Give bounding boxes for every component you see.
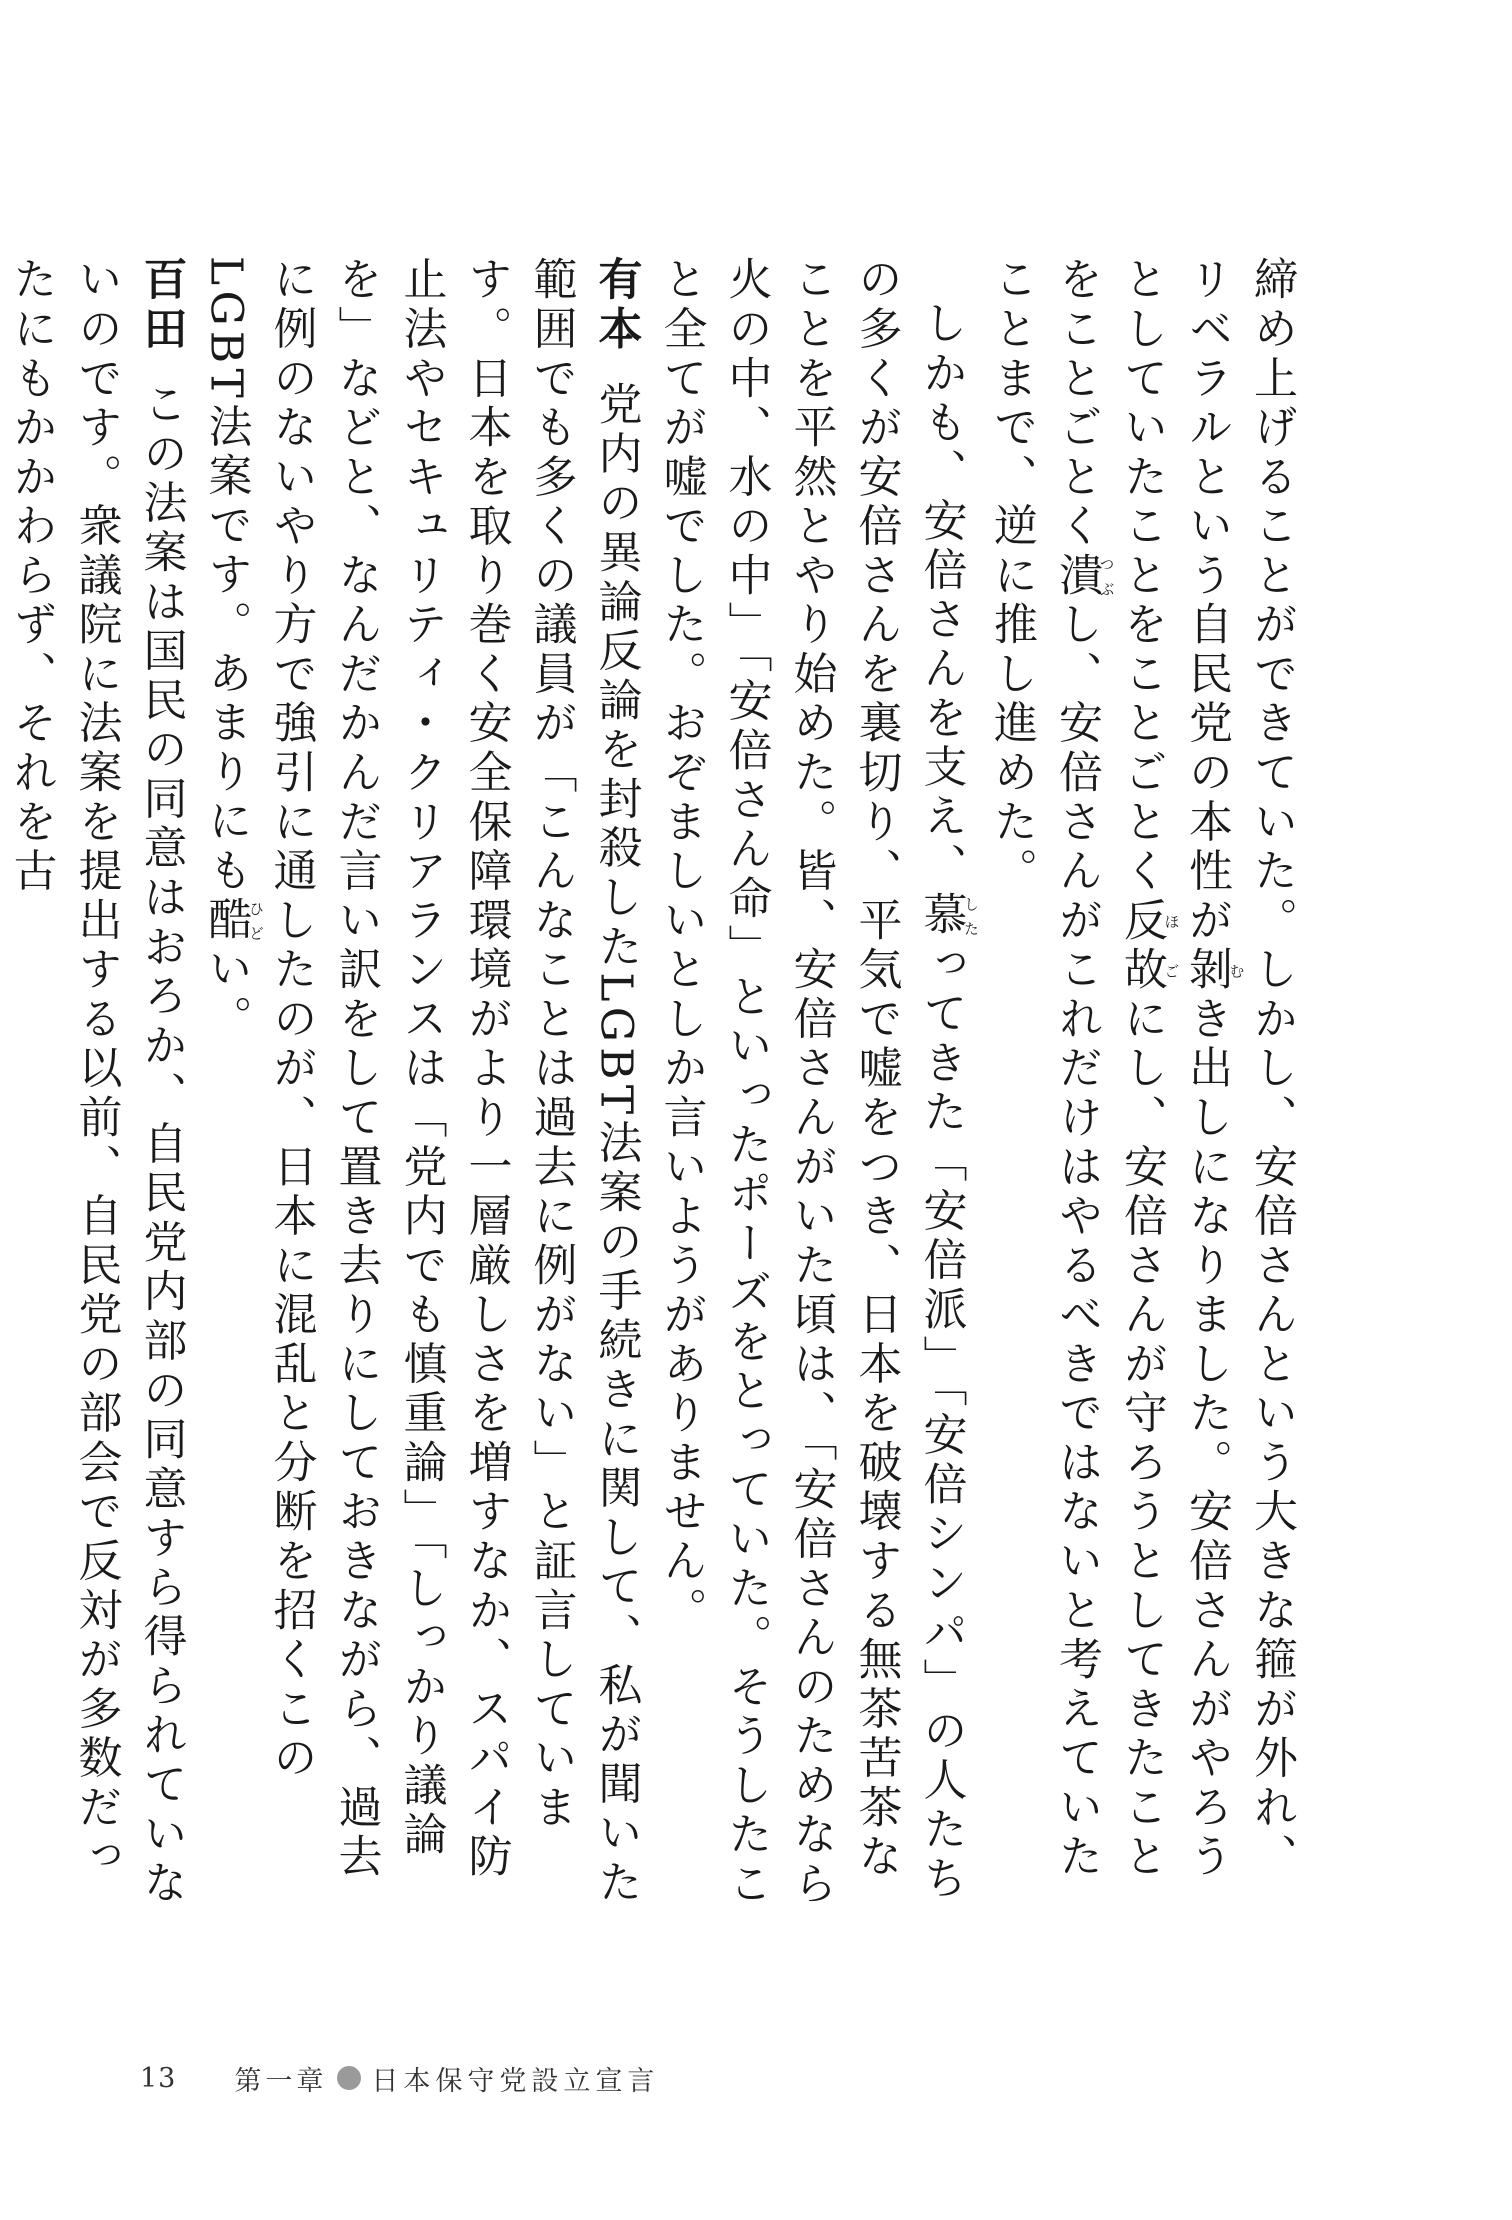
ruby-base: 剝 [1181, 945, 1232, 996]
bullet-icon [337, 2066, 361, 2090]
ruby-base: 酷 [200, 895, 252, 946]
ruby-base: 反 [1116, 896, 1167, 946]
text-segment: にし、安倍さんが守ろうとしてきたことをことごとく [1051, 256, 1167, 1883]
ruby-word [1116, 896, 1181, 946]
ruby-word [200, 895, 265, 946]
speaker-name: 百田 [135, 256, 187, 355]
ruby-base: 故 [1116, 945, 1167, 996]
text-segment: し、安倍さんがこれだけはやるべきではないと考えていたことまで、逆に推し進めた。 [986, 256, 1102, 1883]
furigana: ご [1162, 945, 1181, 996]
paragraph [649, 256, 980, 1916]
text-segment: 党内の異論反論を封殺したLGBT法案の手続きに関して、私が聞いた範囲でも多くの議員が「こんなことは過去に例がない」と証言しています。日本を取り巻く安全保障環境がより一層厳しさを増すなか、スパイ防止法やセキュリティ・クリアランスは「党内でも慎重論」「しっかり議論を」などと、なんだかんだ言い訳をして置き去りにしておきながら、過去に例のないやり方で強引に通したのが、日本に混乱と分断を招くこのLGBT法案です。あまりにも [200, 256, 642, 1908]
ruby-base: 慕 [915, 891, 967, 941]
chapter-label: 第一章 [234, 2065, 328, 2097]
ruby-word [915, 891, 980, 941]
furigana: む [1227, 945, 1246, 996]
ruby-base: 潰 [1051, 551, 1102, 601]
text-segment: き出しになりました。安倍さんがやろうとしていたことをことごとく [1116, 256, 1232, 1883]
furigana: つぶ [1097, 551, 1116, 601]
ruby-word [1116, 945, 1181, 996]
paragraph [0, 256, 194, 1916]
chapter-title: 日本保守党設立宣言 [371, 2065, 660, 2097]
text-segment: が外れ、リベラルという自民党の本性が [1181, 256, 1297, 1883]
furigana: した [962, 891, 980, 941]
text-segment: この法案は国民の同意はおろか、自民党内部の同意すら得られていないのです。衆議院に法案を提出する以前、自民党の部会で反対が多数だったにもかかわらず、それを古 [5, 256, 187, 1909]
paragraph [979, 256, 1304, 1916]
furigana: ほ [1162, 896, 1181, 946]
text-segment: ってきた「安倍派」「安倍シンパ」の人たちの多くが安倍さんを裏切り、平気で嘘をつき、日本を破壊する無茶苦茶なことを平然とやり始めた。皆、安倍さんがいた頃は、「安倍さんのためなら火の中、水の中」「安倍さん命」といったポーズをとっていた。そうしたこと全てが嘘でした。おぞましいとしか言いようがありません。 [655, 256, 967, 1910]
text-segment: 箍 [1246, 1635, 1297, 1686]
text-segment: い。 [200, 945, 252, 1044]
page-footer [140, 2058, 659, 2098]
body-text [5, 256, 1304, 1916]
speaker-name: 有本 [590, 256, 642, 355]
text-segment: 締め上げることができていた。しかし、安倍さんという大きな [1246, 256, 1297, 1636]
furigana: ひど [247, 895, 265, 946]
paragraph [194, 256, 649, 1916]
page-number: 13 [140, 2062, 177, 2094]
text-segment: しかも、安倍さんを支え、 [915, 300, 967, 892]
ruby-word [1051, 551, 1116, 601]
ruby-word [1181, 945, 1246, 996]
